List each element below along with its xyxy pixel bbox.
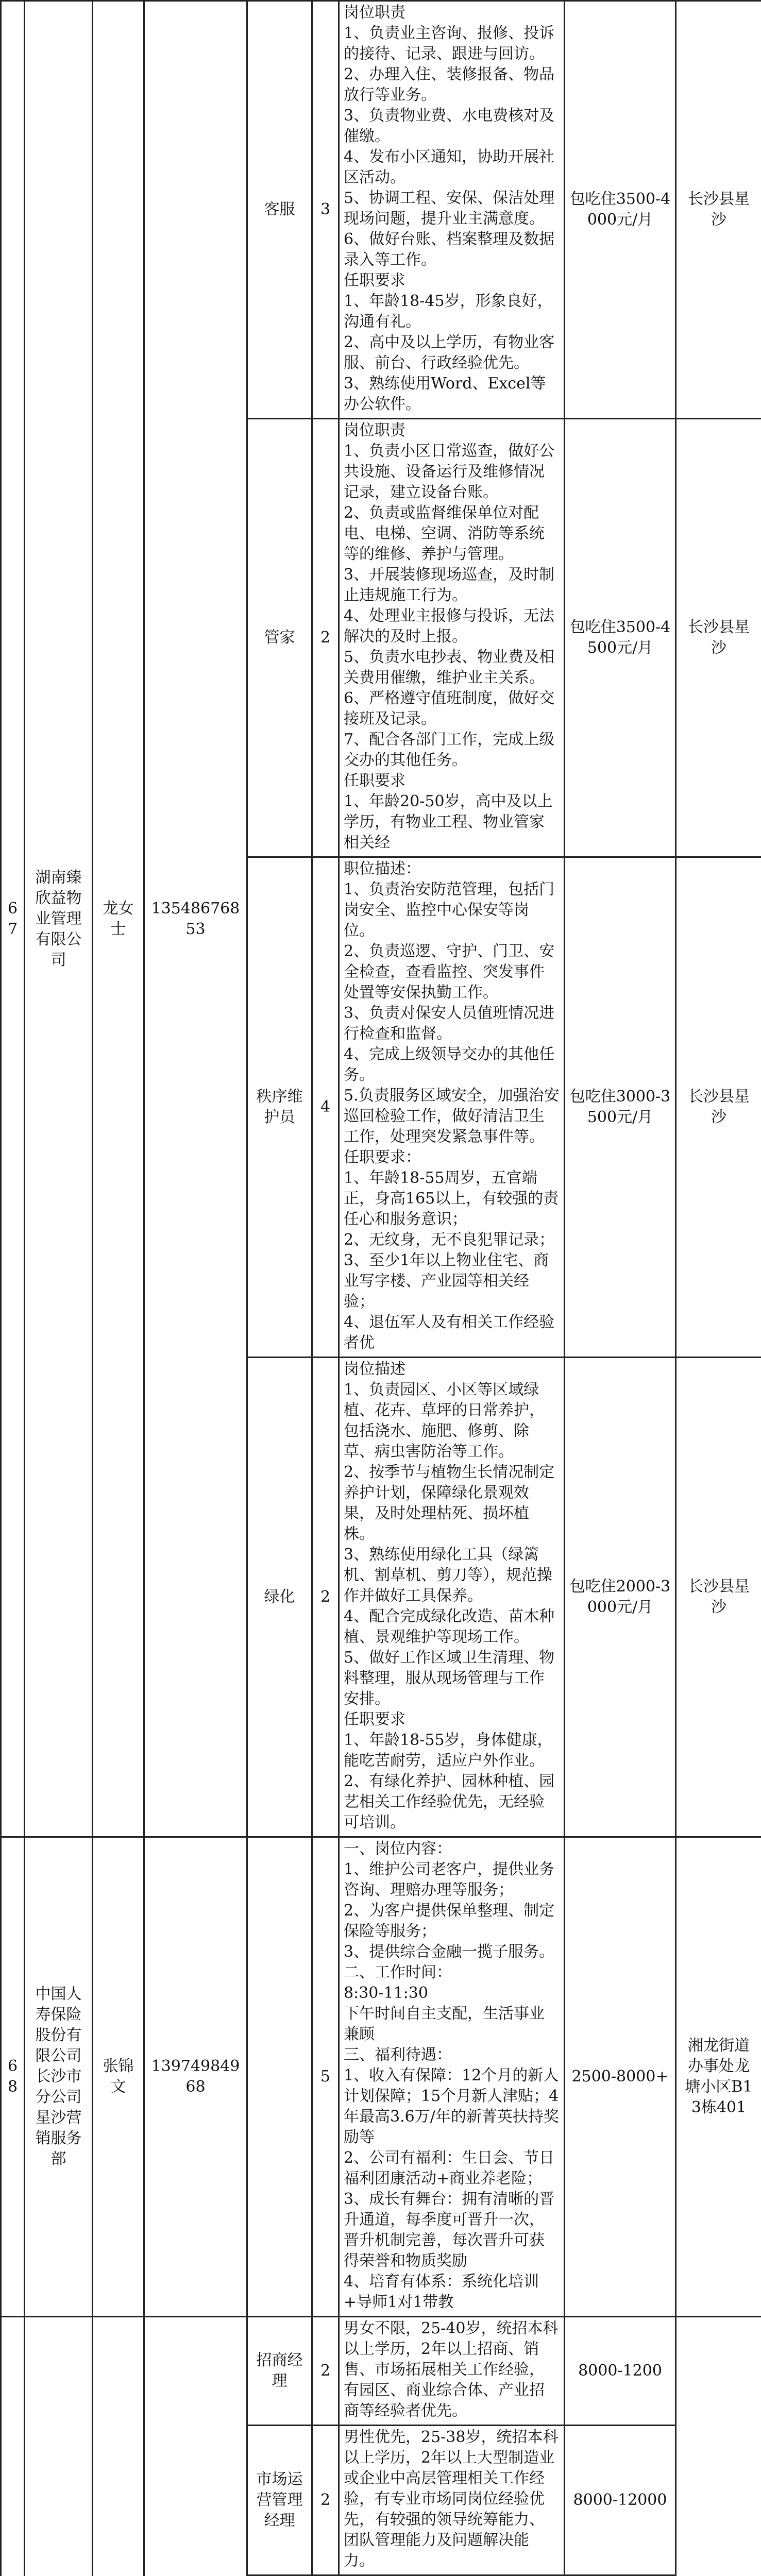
position-duties: 岗位描述 1、负责园区、小区等区域绿植、花卉、草坪的日常养护，包括浇水、施肥、修剪、除草、病虫害防治等工作。 2、按季节与植物生长情况制定养护计划，保障绿化景观效果，及时处理枯死、损坏植株。 3、熟练使用绿化工具（绿篱机、割草机、剪刀等），规范操作并做好工具保养。 4、配合完成绿化改造、苗木种植、景观维护等现场工作。 5、做好工作区域卫生清理、物料整理，服从现场管理与工作安排。 任职要求 1、年龄18-55岁，身体健康，能吃苦耐劳，适应户外作业。 2、有绿化养护、园林种植、园艺相关工作经验优先，无经验可培训。 [339, 1358, 565, 1837]
position-duties: 一、岗位内容： 1、维护公司老客户，提供业务咨询、理赔办理等服务； 2、为客户提供保单整理、制定保险等服务； 3、提供综合金融一揽子服务。 二、工作时间： 8:30-11:30 下午时间自主支配，生活事业兼顾 三、福利待遇： 1、收入有保障：12个月的新人计划保障；15个月新人津贴；4年最高3.6万/年的新菁英扶持奖励等 2、公司有福利：生日会、节日福利团康活动+商业养老险； 3、成长有舞台：拥有清晰的晋升通道，每季度可晋升一次，晋升机制完善，每次晋升可获得荣誉和物质奖励 4、培育有体系：系统化培训+导师1对1带教 [339, 1837, 565, 2317]
work-location: 长沙县星沙 [676, 419, 761, 857]
position-title: 绿化 [247, 1358, 312, 1837]
salary: 包吃住3000-3500元/月 [565, 857, 676, 1358]
phone-number: 13548676853 [144, 1, 247, 1837]
company-name: 中国人寿保险股份有限公司长沙市分公司星沙营销服务部 [25, 1837, 93, 2317]
row-number: 68 [1, 1837, 25, 2317]
position-count: 2 [312, 1358, 339, 1837]
position-count: 4 [312, 857, 339, 1358]
position-duties: 职位描述： 1、负责治安防范管理，包括门岗安全、监控中心保安等岗位。 2、负责巡逻、守护、门卫、安全检查，查看监控、突发事件处置等安保执勤工作。 3、负责对保安人员值班情况进行检查和监督。 4、完成上级领导交办的其他任务。 5.负责服务区域安全，加强治安巡回检验工作，做好清洁卫生工作，处理突发紧急事件等。 任职要求： 1、年龄18-55周岁，五官端正，身高165以上，有较强的责任心和服务意识； 2、无纹身，无不良犯罪记录； 3、至少1年以上物业住宅、商业写字楼、产业园等相关经验； 4、退伍军人及有相关工作经验者优 [339, 857, 565, 1358]
position-title: 市场运营管理经理 [247, 2426, 312, 2575]
position-title: 管家 [247, 419, 312, 857]
position-count: 2 [312, 2426, 339, 2575]
position-title: 招商经理 [247, 2317, 312, 2426]
salary: 包吃住3500-4500元/月 [565, 419, 676, 857]
salary: 8000-1200 [565, 2317, 676, 2426]
salary: 8000-12000 [565, 2426, 676, 2575]
salary: 包吃住2000-3000元/月 [565, 1358, 676, 1837]
table-row [1, 2317, 761, 2426]
company-name: 湖南臻欣益物业管理有限公司 [25, 1, 93, 1837]
position-count [312, 2575, 339, 2576]
work-location: 长沙县星沙 [676, 857, 761, 1358]
work-location: 湘龙街道办事处龙塘小区B13栋401 [676, 1837, 761, 2317]
position-duties [339, 2575, 565, 2576]
contact-person: 龙女士 [93, 1, 144, 1837]
table-row [1, 1, 761, 419]
position-duties: 男女不限，25-40岁，统招本科以上学历，2年以上招商、销售、市场拓展相关工作经验，有园区、商业综合体、产业招商等经验者优先。 [339, 2317, 565, 2426]
position-count: 2 [312, 2317, 339, 2426]
salary [565, 2575, 676, 2576]
row-number: 67 [1, 1, 25, 1837]
row-number [1, 2317, 25, 2576]
position-count: 2 [312, 419, 339, 857]
work-location: 长沙县星沙 [676, 1358, 761, 1837]
table-row [1, 1837, 761, 2317]
contact-person [93, 2317, 144, 2576]
salary: 包吃住3500-4000元/月 [565, 1, 676, 419]
position-title [247, 2575, 312, 2576]
work-location [676, 2317, 761, 2576]
position-duties: 岗位职责 1、负责小区日常巡查，做好公共设施、设备运行及维修情况记录，建立设备台账。 2、负责或监督维保单位对配电、电梯、空调、消防等系统等的维修、养护与管理。 3、开展装修现场巡查，及时制止违规施工行为。 4、处理业主报修与投诉，无法解决的及时上报。 5、负责水电抄表、物业费及相关费用催缴，维护业主关系。 6、严格遵守值班制度，做好交接班及记录。 7、配合各部门工作，完成上级交办的其他任务。 任职要求 1、年龄20-50岁，高中及以上学历，有物业工程、物业管家相关经 [339, 419, 565, 857]
phone-number: 13974984968 [144, 1837, 247, 2317]
position-count: 5 [312, 1837, 339, 2317]
position-title [247, 1837, 312, 2317]
contact-person: 张锦文 [93, 1837, 144, 2317]
position-duties: 男性优先，25-38岁，统招本科以上学历，2年以上大型制造业或企业中高层管理相关工作经验，有专业市场同岗位经验优先，有较强的领导统筹能力、团队管理能力及问题解决能力。 [339, 2426, 565, 2575]
position-title: 秩序维护员 [247, 857, 312, 1358]
position-count: 3 [312, 1, 339, 419]
work-location: 长沙县星沙 [676, 1, 761, 419]
position-duties: 岗位职责 1、负责业主咨询、报修、投诉的接待、记录、跟进与回访。 2、办理入住、装修报备、物品放行等业务。 3、负责物业费、水电费核对及催缴。 4、发布小区通知，协助开展社区活动。 5、协调工程、安保、保洁处理现场问题，提升业主满意度。 6、做好台账、档案整理及数据录入等工作。 任职要求 1、年龄18-45岁，形象良好，沟通有礼。 2、高中及以上学历，有物业客服、前台、行政经验优先。 3、熟练使用Word、Excel等办公软件。 [339, 1, 565, 419]
salary: 2500-8000+ [565, 1837, 676, 2317]
company-name [25, 2317, 93, 2576]
position-title: 客服 [247, 1, 312, 419]
phone-number [144, 2317, 247, 2576]
